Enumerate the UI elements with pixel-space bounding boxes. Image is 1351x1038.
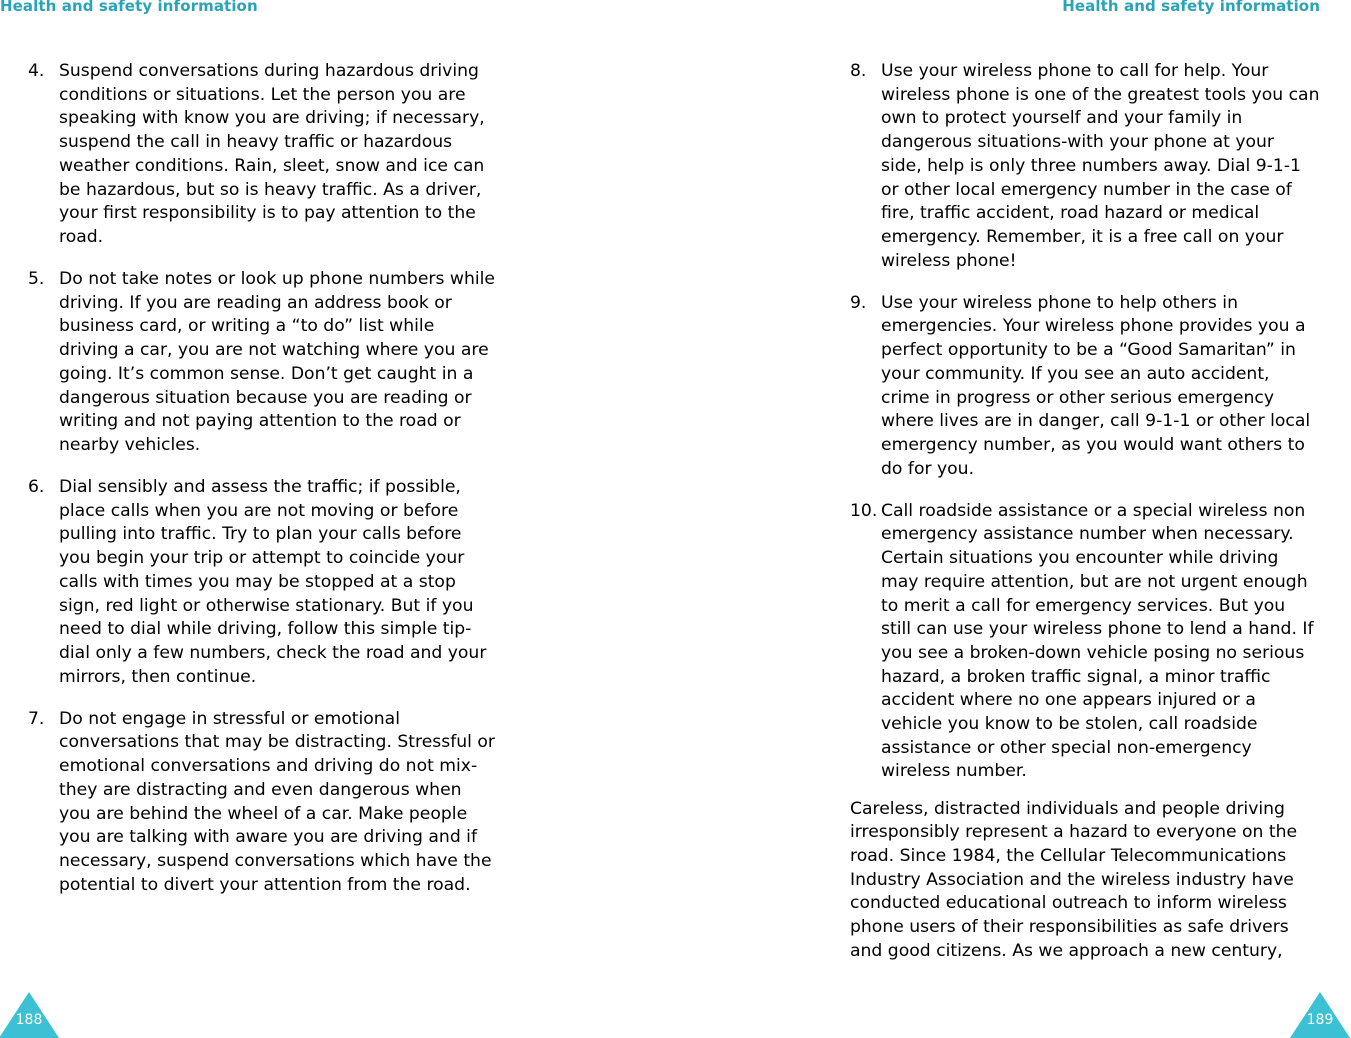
item-text: Suspend conversations during hazardous driving conditions or situations. Let the person you are speaking with know you are driving; if necessary, suspend the call in heavy traffic or hazardous weather conditions. Rain, sleet, snow and ice can be hazardous, but so is heavy traffic. As a driver, your first responsibility is to pay attention to the road. <box>59 61 485 247</box>
list-item <box>28 708 496 898</box>
page-number: 188 <box>15 1012 43 1028</box>
list-item <box>850 292 1320 482</box>
body-paragraph: Careless, distracted individuals and people driving irresponsibly represent a hazard to everyone on the road. Since 1984, the Cellular Telecommunications Industry Association and the wireless industry have conducted educational outreach to inform wireless phone users of their responsibilities as safe drivers and good citizens. As we approach a new century, <box>850 798 1298 961</box>
page-number: 189 <box>1306 1012 1334 1028</box>
item-text: Do not engage in stressful or emotional conversations that may be distracting. Stressful or emotional conversations and driving do not mix-they are distracting and even dangerous when you are behind the wheel of a car. Make people you are talking with aware you are driving and if necessary, suspend conversations which have the potential to divert your attention from the road. <box>59 708 495 895</box>
list-item <box>28 268 496 458</box>
list-item <box>850 60 1320 273</box>
list-item <box>850 500 1320 784</box>
page-content <box>28 60 496 916</box>
item-text: Use your wireless phone to call for help. Your wireless phone is one of the greatest tools you can own to protect yourself and your family in dangerous situations-with your phone at your side, help is only three numbers away. Dial 9-1-1 or other local emergency number in the case of fire, traffic accident, road hazard or medical emergency. Remember, it is a free call on your wireless phone! <box>881 61 1320 271</box>
list-item <box>28 476 496 689</box>
item-text: Use your wireless phone to help others in emergencies. Your wireless phone provides you a perfect opportunity to be a “Good Samaritan” in your community. If you see an auto accident, crime in progress or other serious emergency where lives are in danger, call 9-1-1 or other local emergency number, as you would want others to do for you. <box>881 292 1311 479</box>
item-number: 7. <box>28 708 45 729</box>
item-number: 9. <box>850 292 867 313</box>
right-page <box>676 0 1351 1038</box>
item-number: 10. <box>850 500 878 521</box>
item-number: 6. <box>28 477 45 498</box>
page-header: Health and safety information <box>0 0 258 15</box>
item-text: Do not take notes or look up phone numbers while driving. If you are reading an address book or business card, or writing a “to do” list while driving a car, you are not watching where you are going. It’s common sense. Don’t get caught in a dangerous situation because you are reading or writing and not paying attention to the road or nearby vehicles. <box>59 269 495 455</box>
item-text: Call roadside assistance or a special wireless non emergency assistance number when necessary. Certain situations you encounter while driving may require attention, but are not urgent enough to merit a call for emergency services. But you still can use your wireless phone to lend a hand. If you see a broken-down vehicle posing no serious hazard, a broken traffic signal, a minor traffic accident where no one appears injured or a vehicle you know to be stolen, call roadside assistance or other special non-emergency wireless number. <box>881 500 1314 782</box>
page-content <box>850 60 1320 963</box>
item-number: 8. <box>850 61 867 81</box>
item-number: 4. <box>28 61 45 81</box>
list-item <box>28 60 496 250</box>
item-text: Dial sensibly and assess the traffic; if possible, place calls when you are not moving or before pulling into traffic. Try to plan your calls before you begin your trip or attempt to coincide your calls with times you may be stopped at a stop sign, red light or otherwise stationary. But if you need to dial while driving, follow this simple tip-dial only a few numbers, check the road and your mirrors, then continue. <box>59 477 487 687</box>
item-number: 5. <box>28 269 45 290</box>
left-page <box>0 0 675 1038</box>
page-header: Health and safety information <box>1062 0 1320 15</box>
